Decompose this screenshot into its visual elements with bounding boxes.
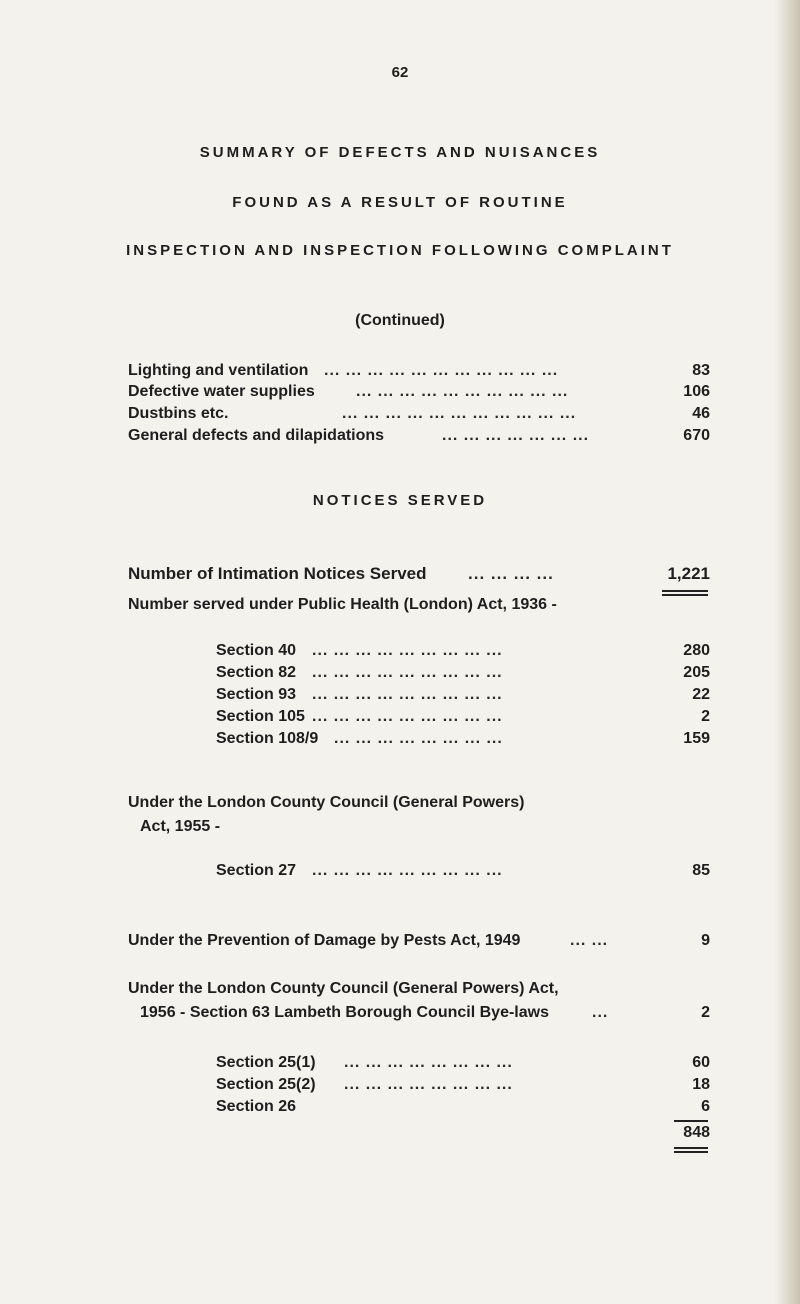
double-rule-bottom <box>662 594 708 596</box>
defect-row <box>128 362 710 384</box>
continued-label: (Continued) <box>355 312 445 329</box>
pests-value: 9 <box>701 932 710 949</box>
double-rule-top <box>662 590 708 592</box>
defect-value: 106 <box>683 383 710 400</box>
pests-row <box>128 932 710 954</box>
lcc-1956-line-2: 1956 - Section 63 Lambeth Borough Council Bye-laws <box>140 1004 549 1021</box>
section-row <box>216 1054 710 1076</box>
lcc-1955-line-2: Act, 1955 - <box>140 818 221 835</box>
subtotal-rule <box>674 1120 708 1122</box>
leader-dots: ... ... ... ... <box>468 564 554 583</box>
double-rule-top <box>674 1147 708 1149</box>
leader-dots: ... ... ... ... ... ... ... ... ... <box>312 642 503 659</box>
section-label: Section 25(1) <box>216 1054 316 1071</box>
section-row <box>216 730 710 752</box>
section-row <box>216 664 710 686</box>
section-row <box>216 686 710 708</box>
double-rule-bottom <box>674 1151 708 1153</box>
section-label: Section 40 <box>216 642 297 659</box>
defect-row <box>128 405 710 427</box>
defect-value: 670 <box>683 427 710 444</box>
section-label: Section 93 <box>216 686 297 703</box>
defect-value: 83 <box>692 362 710 379</box>
section-label: Section 105 <box>216 708 305 725</box>
leader-dots: ... ... ... ... ... ... ... ... ... ... <box>356 383 569 400</box>
leader-dots: ... ... <box>570 932 609 949</box>
intimation-row <box>128 564 710 588</box>
lcc-1956-value: 2 <box>701 1004 710 1021</box>
public-health-heading: Number served under Public Health (London) Act, 1936 - <box>128 596 557 613</box>
section-value: 22 <box>692 686 710 703</box>
lcc-1955-line-1: Under the London County Council (General Powers) <box>128 794 525 811</box>
heading-line-3: INSPECTION AND INSPECTION FOLLOWING COMPLAINT <box>126 242 674 259</box>
defect-label: Dustbins etc. <box>128 405 229 422</box>
section-row <box>216 862 710 884</box>
section-row <box>216 1098 710 1120</box>
defect-label: General defects and dilapidations <box>128 427 385 444</box>
total-value: 848 <box>683 1124 710 1141</box>
defect-value: 46 <box>692 405 710 422</box>
defect-label: Lighting and ventilation <box>128 362 309 379</box>
leader-dots: ... ... ... ... ... ... ... ... ... <box>312 708 503 725</box>
intimation-label: Number of Intimation Notices Served <box>128 564 427 583</box>
heading-line-2: FOUND AS A RESULT OF ROUTINE <box>232 194 568 211</box>
leader-dots: ... ... ... ... ... ... ... ... ... <box>312 664 503 681</box>
section-label: Section 26 <box>216 1098 297 1115</box>
lcc-1956-line-1: Under the London County Council (General Powers) Act, <box>128 980 559 997</box>
section-value: 280 <box>683 642 710 659</box>
lcc-1956-row <box>140 1004 710 1026</box>
defect-label: Defective water supplies <box>128 383 315 400</box>
section-row <box>216 708 710 730</box>
leader-dots: ... ... ... ... ... ... ... ... <box>334 730 503 747</box>
notices-heading: NOTICES SERVED <box>312 492 488 509</box>
leader-dots: ... ... ... ... ... ... ... ... <box>344 1076 513 1093</box>
page-edge-shadow <box>774 0 800 1304</box>
leader-dots: ... ... ... ... ... ... ... <box>442 427 590 444</box>
section-value: 18 <box>692 1076 710 1093</box>
section-value: 159 <box>683 730 710 747</box>
section-label: Section 25(2) <box>216 1076 316 1093</box>
section-value: 85 <box>692 862 710 879</box>
leader-dots: ... <box>592 1004 609 1021</box>
section-label: Section 108/9 <box>216 730 319 747</box>
page-number: 62 <box>391 64 409 81</box>
section-label: Section 82 <box>216 664 297 681</box>
section-value: 205 <box>683 664 710 681</box>
leader-dots: ... ... ... ... ... ... ... ... ... ... ... <box>324 362 559 379</box>
intimation-value: 1,221 <box>667 564 710 583</box>
leader-dots: ... ... ... ... ... ... ... ... ... ... ... <box>342 405 577 422</box>
leader-dots: ... ... ... ... ... ... ... ... <box>344 1054 513 1071</box>
leader-dots: ... ... ... ... ... ... ... ... ... <box>312 686 503 703</box>
defect-row <box>128 427 710 449</box>
section-label: Section 27 <box>216 862 297 879</box>
leader-dots: ... ... ... ... ... ... ... ... ... <box>312 862 503 879</box>
section-row <box>216 1076 710 1098</box>
section-row <box>216 642 710 664</box>
section-value: 6 <box>701 1098 710 1115</box>
section-value: 60 <box>692 1054 710 1071</box>
section-value: 2 <box>701 708 710 725</box>
heading-line-1: SUMMARY OF DEFECTS AND NUISANCES <box>199 144 601 161</box>
defect-row <box>128 383 710 405</box>
pests-label: Under the Prevention of Damage by Pests Act, 1949 <box>128 932 521 949</box>
total-row <box>610 1124 710 1146</box>
